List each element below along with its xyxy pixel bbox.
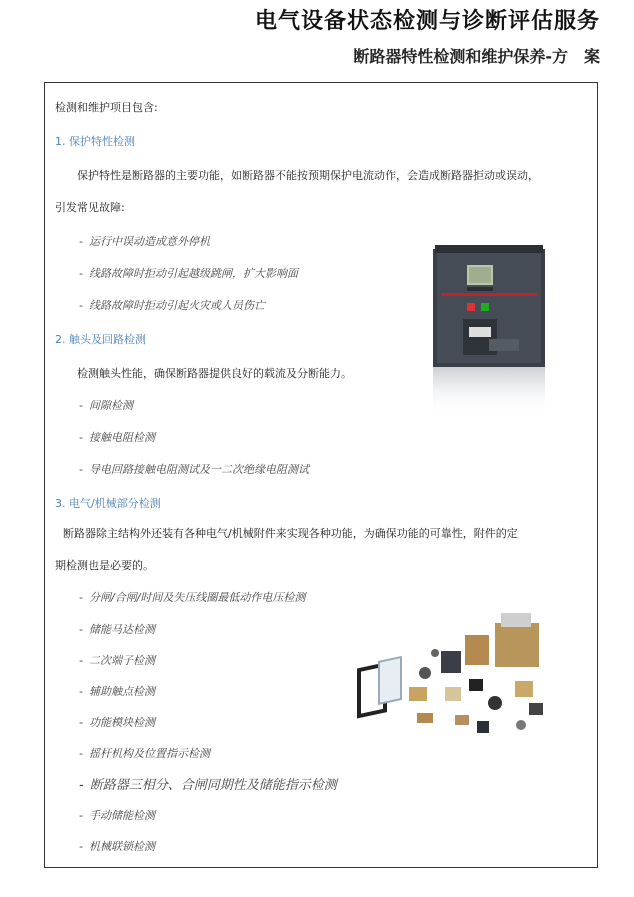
list-item: [79, 461, 309, 477]
list-dash: -: [79, 716, 83, 729]
section-3-para-line-2: 期检测也是必要的。: [55, 559, 154, 572]
list-item: [79, 745, 210, 761]
section-heading-1: 1. 保护特性检测: [55, 135, 135, 148]
section-1-para-line-2: 引发常见故障:: [55, 201, 125, 214]
content-frame: [44, 82, 598, 868]
list-dash: -: [79, 463, 83, 476]
list-item: [79, 429, 155, 445]
list-item: [79, 838, 155, 854]
list-item-text: 分闸/合闸/时间及失压线圈最低动作电压检测: [88, 591, 306, 604]
list-item: [79, 265, 298, 281]
section-1-para-line-1: 保护特性是断路器的主要功能，如断路器不能按预期保护电流动作，会造成断路器拒动或误动，: [77, 169, 539, 182]
list-item-text: 断路器三相分、合闸同期性及储能指示检测: [89, 778, 337, 793]
list-item: [79, 714, 155, 730]
list-item-text: 接触电阻检测: [88, 431, 155, 444]
list-dash: -: [79, 399, 83, 412]
circuit-breaker-image: [427, 243, 553, 419]
list-item: [79, 774, 337, 793]
list-dash: -: [79, 431, 83, 444]
list-item-text: 储能马达检测: [88, 623, 155, 636]
breaker-accessories-image: [345, 603, 555, 753]
document-title: 电气设备状态检测与诊断评估服务: [254, 9, 600, 34]
list-item-text: 功能模块检测: [88, 716, 155, 729]
list-dash: -: [79, 685, 83, 698]
list-item-text: 间隙检测: [88, 399, 133, 412]
list-item-text: 手动储能检测: [88, 809, 155, 822]
list-item-text: 线路故障时拒动引起越级跳闸，扩大影响面: [88, 267, 298, 280]
list-item-text: 二次端子检测: [88, 654, 155, 667]
list-dash: -: [79, 809, 83, 822]
list-item: [79, 589, 305, 605]
list-item: [79, 233, 210, 249]
list-dash: -: [79, 235, 83, 248]
list-dash: -: [79, 299, 83, 312]
section-3-para-line-1: 断路器除主结构外还装有各种电气/机械附件来实现各种功能，为确保功能的可靠性，附件的定: [63, 527, 518, 540]
list-item: [79, 652, 155, 668]
list-item: [79, 397, 133, 413]
intro-text: 检测和维护项目包含:: [55, 101, 158, 114]
list-item: [79, 621, 155, 637]
list-item: [79, 683, 155, 699]
list-item-text: 导电回路接触电阻测试及一二次绝缘电阻测试: [88, 463, 309, 476]
list-dash: -: [79, 778, 84, 793]
list-dash: -: [79, 654, 83, 667]
list-item-text: 摇杆机构及位置指示检测: [88, 747, 210, 760]
list-dash: -: [79, 623, 83, 636]
list-dash: -: [79, 840, 83, 853]
list-dash: -: [79, 747, 83, 760]
list-item-text: 机械联锁检测: [88, 840, 155, 853]
list-item-text: 辅助触点检测: [88, 685, 155, 698]
section-2-para-line-1: 检测触头性能，确保断路器提供良好的载流及分断能力。: [77, 367, 352, 380]
document-subtitle: 断路器特性检测和维护保养-方 案: [353, 47, 600, 66]
list-item: [79, 297, 265, 313]
list-item-text: 运行中误动造成意外停机: [88, 235, 210, 248]
list-dash: -: [79, 267, 83, 280]
section-heading-3: 3. 电气/机械部分检测: [55, 497, 161, 510]
list-item: [79, 807, 155, 823]
section-heading-2: 2. 触头及回路检测: [55, 333, 146, 346]
list-dash: -: [79, 591, 83, 604]
list-item-text: 线路故障时拒动引起火灾或人员伤亡: [88, 299, 265, 312]
